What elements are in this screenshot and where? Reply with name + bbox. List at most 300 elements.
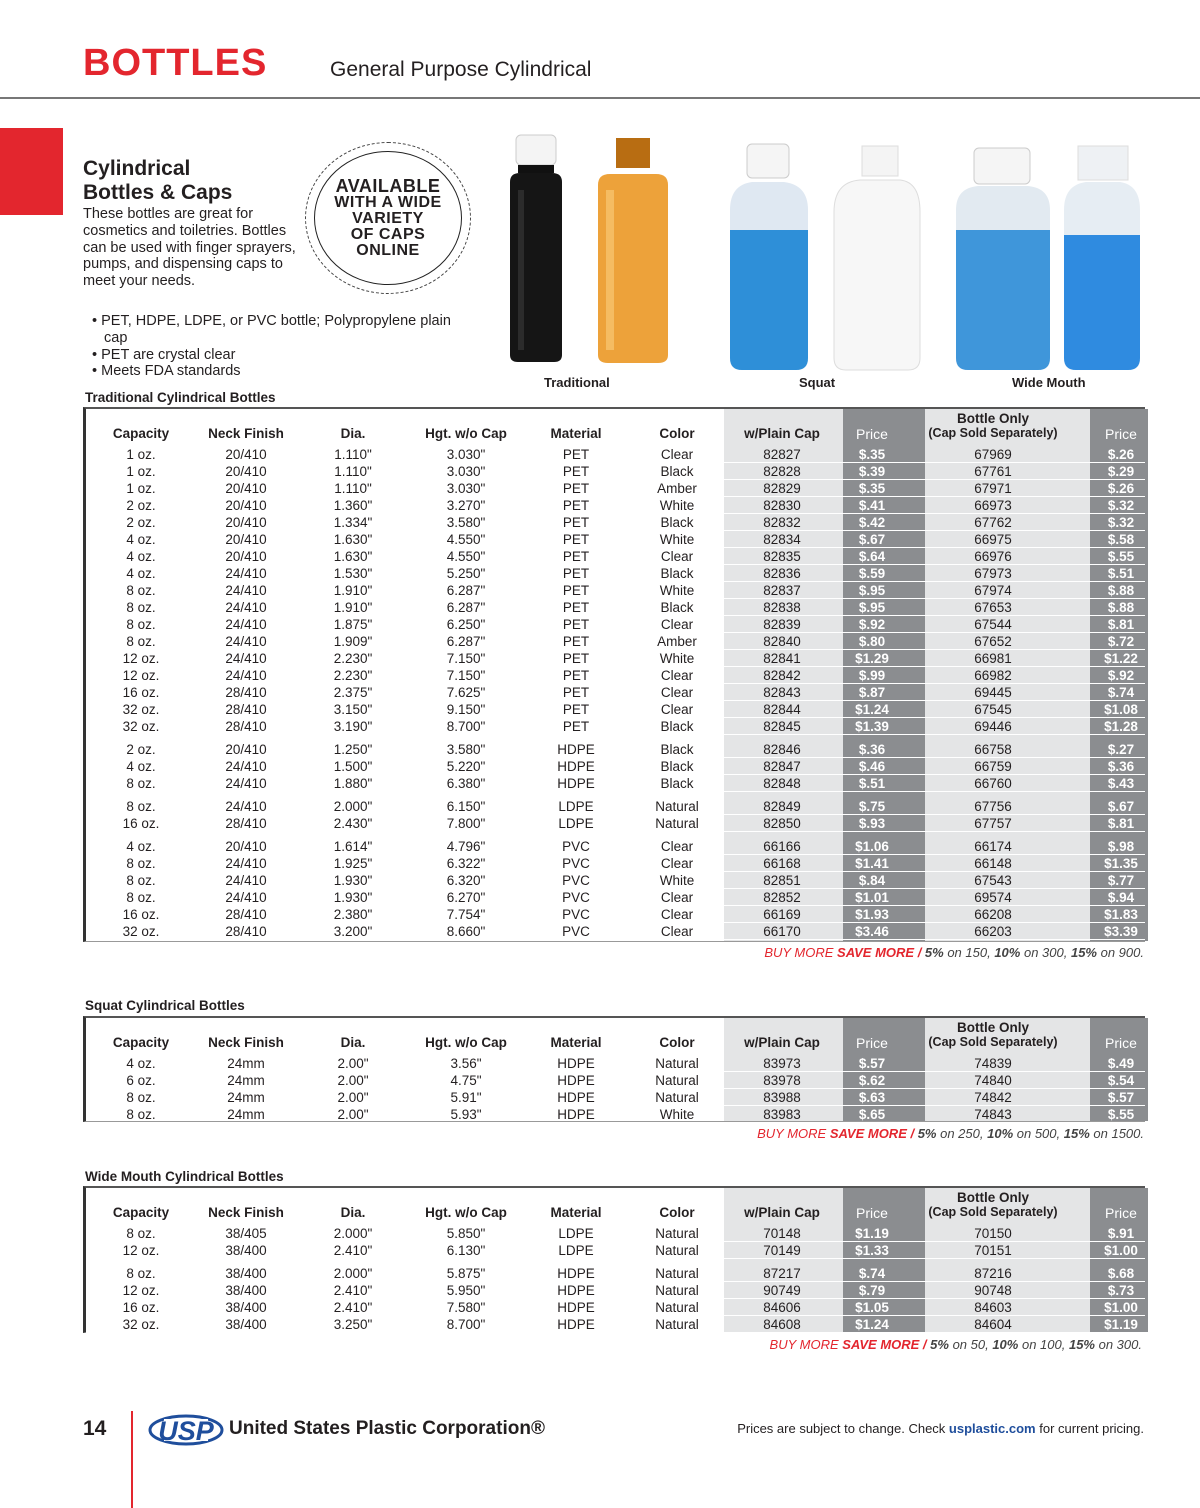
table-cell: Clear	[660, 839, 694, 854]
table-cell: 24/410	[225, 776, 267, 791]
badge-line: OF CAPS	[350, 226, 426, 243]
table-cell: $.67	[858, 532, 886, 547]
table-cell: 8 oz.	[126, 600, 156, 615]
table-cell: 66170	[763, 924, 801, 939]
table-cell: 24mm	[227, 1090, 265, 1105]
table-cell: 3.56"	[450, 1056, 482, 1071]
table-cell: Black	[660, 776, 694, 791]
table-cell: 3.200"	[333, 924, 373, 939]
table-cell: 3.190"	[333, 719, 373, 734]
table-cell: 24/410	[225, 617, 267, 632]
intro-title-line2: Bottles & Caps	[83, 181, 233, 204]
table-cell: 28/410	[225, 702, 267, 717]
table-cell: 87217	[763, 1266, 801, 1281]
photo-caption-traditional: Traditional	[544, 375, 610, 390]
table-cell: $.65	[858, 1107, 886, 1122]
badge-line: WITH A WIDE	[334, 194, 442, 211]
table-cell: 2.380"	[333, 907, 373, 922]
table-cell: 87216	[974, 1266, 1012, 1281]
col-bottle-only-header: Bottle Only (Cap Sold Separately)	[928, 1190, 1058, 1219]
table-cell: $.95	[858, 583, 886, 598]
col-plain-cap-header: w/Plain Cap	[744, 1205, 820, 1220]
table-cell: 3.030"	[446, 464, 486, 479]
wide-table-title: Wide Mouth Cylindrical Bottles	[85, 1169, 284, 1184]
table-cell: 8 oz.	[126, 799, 156, 814]
table-cell: Black	[660, 759, 694, 774]
col-height-header: Hgt. w/o Cap	[425, 426, 507, 441]
company-name: United States Plastic Corporation®	[229, 1418, 545, 1439]
table-row	[86, 497, 1145, 514]
table-cell: 20/410	[225, 464, 267, 479]
table-cell: 6.287"	[446, 583, 486, 598]
table-cell: 32 oz.	[122, 1317, 160, 1332]
table-cell: 1.110"	[334, 481, 372, 496]
table-cell: 8.700"	[446, 719, 486, 734]
col-neck-header: Neck Finish	[208, 1035, 284, 1050]
table-cell: 2.00"	[337, 1090, 369, 1105]
table-cell: 2.00"	[337, 1107, 369, 1122]
table-cell: 2.430"	[333, 816, 373, 831]
table-row	[86, 582, 1145, 599]
table-cell: 82849	[763, 799, 801, 814]
table-cell: 24/410	[225, 873, 267, 888]
table-cell: 1.930"	[333, 890, 373, 905]
table-cell: Clear	[660, 668, 694, 683]
table-cell: 6.320"	[446, 873, 486, 888]
table-cell: 2.230"	[333, 668, 373, 683]
table-cell: 6.150"	[446, 799, 486, 814]
table-cell: Natural	[655, 1073, 699, 1088]
table-cell: $1.01	[855, 890, 889, 905]
table-cell: 82842	[763, 668, 801, 683]
table-row	[86, 650, 1145, 667]
table-cell: $1.39	[855, 719, 889, 734]
table-cell: $.51	[858, 776, 886, 791]
table-cell: 12 oz.	[122, 1283, 160, 1298]
table-cell: 7.625"	[446, 685, 486, 700]
table-cell: 69446	[974, 719, 1012, 734]
table-cell: 82839	[763, 617, 801, 632]
table-cell: PET	[562, 583, 590, 598]
col-color-header: Color	[659, 1035, 695, 1050]
table-cell: 8 oz.	[126, 583, 156, 598]
table-cell: 67969	[974, 447, 1012, 462]
table-cell: 38/400	[225, 1283, 267, 1298]
col-dia-header: Dia.	[340, 426, 366, 441]
col-material-header: Material	[550, 1205, 602, 1220]
table-cell: $.55	[1107, 549, 1135, 564]
table-cell: HDPE	[557, 1090, 595, 1105]
col-bottle-only-header: Bottle Only (Cap Sold Separately)	[928, 411, 1058, 440]
table-cell: 5.93"	[450, 1107, 482, 1122]
table-cell: 67652	[974, 634, 1012, 649]
table-cell: $.98	[1107, 839, 1135, 854]
table-cell: 4 oz.	[126, 549, 156, 564]
table-cell: $1.83	[1104, 907, 1138, 922]
table-cell: $3.46	[855, 924, 889, 939]
table-cell: HDPE	[557, 1056, 595, 1071]
table-cell: 3.580"	[446, 515, 486, 530]
table-cell: 66982	[974, 668, 1012, 683]
table-cell: White	[659, 498, 695, 513]
table-cell: 66760	[974, 776, 1012, 791]
website-link[interactable]: usplastic.com	[948, 1421, 1036, 1436]
table-cell: $.57	[858, 1056, 886, 1071]
table-cell: 82848	[763, 776, 801, 791]
table-cell: HDPE	[557, 1266, 595, 1281]
table-cell: 67756	[974, 799, 1012, 814]
table-cell: 6.270"	[446, 890, 486, 905]
table-cell: 70149	[763, 1243, 801, 1258]
table-cell: Clear	[660, 447, 694, 462]
feature-item: • PET, HDPE, LDPE, or PVC bottle; Polypropylene plain cap	[92, 313, 472, 347]
table-cell: Black	[660, 719, 694, 734]
table-cell: 84604	[974, 1317, 1012, 1332]
table-row	[86, 1282, 1145, 1299]
table-cell: 8 oz.	[126, 890, 156, 905]
table-cell: 20/410	[225, 515, 267, 530]
table-cell: PVC	[562, 924, 590, 939]
col-color-header: Color	[659, 426, 695, 441]
table-cell: 20/410	[225, 532, 267, 547]
table-cell: 8 oz.	[126, 634, 156, 649]
table-cell: Natural	[655, 1243, 699, 1258]
table-cell: 1.880"	[333, 776, 373, 791]
table-cell: 67971	[974, 481, 1012, 496]
table-cell: Natural	[655, 1226, 699, 1241]
table-cell: 1.630"	[333, 549, 373, 564]
table-cell: HDPE	[557, 1300, 595, 1315]
table-cell: $.74	[1107, 685, 1135, 700]
table-cell: $.26	[1107, 481, 1135, 496]
table-cell: 67544	[974, 617, 1012, 632]
table-cell: 82838	[763, 600, 801, 615]
table-cell: 82829	[763, 481, 801, 496]
table-cell: White	[659, 873, 695, 888]
traditional-bottles-table	[83, 407, 1145, 942]
table-cell: 6.287"	[446, 634, 486, 649]
table-cell: 24/410	[225, 759, 267, 774]
table-cell: PVC	[562, 856, 590, 871]
table-cell: PET	[562, 634, 590, 649]
table-cell: 7.150"	[446, 651, 486, 666]
table-cell: $.26	[1107, 447, 1135, 462]
table-cell: $.88	[1107, 600, 1135, 615]
table-cell: HDPE	[557, 759, 595, 774]
table-row	[86, 548, 1145, 565]
table-cell: Natural	[655, 1300, 699, 1315]
table-cell: 83988	[763, 1090, 801, 1105]
table-cell: 4 oz.	[126, 566, 156, 581]
table-cell: 67757	[974, 816, 1012, 831]
badge-line: AVAILABLE	[335, 176, 441, 196]
table-cell: Natural	[655, 799, 699, 814]
page-subtitle: General Purpose Cylindrical	[330, 58, 592, 81]
table-cell: PET	[562, 532, 590, 547]
table-cell: 82834	[763, 532, 801, 547]
table-cell: 2.230"	[333, 651, 373, 666]
traditional-bottles-photo	[498, 130, 678, 375]
table-cell: $.32	[1107, 515, 1135, 530]
table-cell: 74842	[974, 1090, 1012, 1105]
table-cell: 16 oz.	[122, 1300, 160, 1315]
table-cell: $1.05	[855, 1300, 889, 1315]
table-cell: 66975	[974, 532, 1012, 547]
table-cell: 82827	[763, 447, 801, 462]
table-cell: Amber	[657, 634, 697, 649]
table-cell: 24/410	[225, 651, 267, 666]
table-cell: 8 oz.	[126, 776, 156, 791]
col-material-header: Material	[550, 1035, 602, 1050]
table-cell: White	[659, 583, 695, 598]
table-cell: 4 oz.	[126, 839, 156, 854]
table-cell: $.63	[858, 1090, 886, 1105]
table-cell: 3.030"	[446, 447, 486, 462]
table-cell: LDPE	[558, 1243, 594, 1258]
table-cell: PVC	[562, 873, 590, 888]
table-cell: 24/410	[225, 566, 267, 581]
table-row	[86, 1089, 1145, 1106]
table-cell: 69445	[974, 685, 1012, 700]
table-cell: 20/410	[225, 839, 267, 854]
table-cell: 8 oz.	[126, 1090, 156, 1105]
table-cell: 1.500"	[333, 759, 373, 774]
table-cell: Amber	[657, 481, 697, 496]
col-price-header: Price	[856, 426, 888, 442]
table-row	[86, 633, 1145, 650]
table-cell: 82845	[763, 719, 801, 734]
table-cell: 16 oz.	[122, 685, 160, 700]
table-cell: $.27	[1107, 742, 1135, 757]
table-cell: 38/405	[225, 1226, 267, 1241]
table-cell: $.29	[1107, 464, 1135, 479]
table-cell: $.62	[858, 1073, 886, 1088]
table-cell: 20/410	[225, 742, 267, 757]
col-height-header: Hgt. w/o Cap	[425, 1035, 507, 1050]
table-cell: $.35	[858, 481, 886, 496]
table-cell: $.72	[1107, 634, 1135, 649]
table-cell: $.49	[1107, 1056, 1135, 1071]
col-price-header: Price	[856, 1205, 888, 1221]
table-cell: 66166	[763, 839, 801, 854]
table-row	[86, 1106, 1145, 1123]
table-cell: $1.33	[855, 1243, 889, 1258]
table-cell: PVC	[562, 839, 590, 854]
intro-title	[83, 157, 232, 205]
table-cell: 1 oz.	[126, 464, 156, 479]
table-cell: 6.130"	[446, 1243, 486, 1258]
table-cell: 82847	[763, 759, 801, 774]
table-cell: 3.270"	[446, 498, 486, 513]
col-plain-cap-header: w/Plain Cap	[744, 426, 820, 441]
table-cell: PET	[562, 481, 590, 496]
table-cell: 66203	[974, 924, 1012, 939]
table-row	[86, 906, 1145, 923]
table-cell: $1.24	[855, 1317, 889, 1332]
pricing-note: Prices are subject to change. Check usplastic.com for current pricing.	[737, 1421, 1144, 1436]
table-cell: $.41	[858, 498, 886, 513]
table-row	[86, 1055, 1145, 1072]
table-cell: Clear	[660, 617, 694, 632]
table-cell: 2.410"	[333, 1300, 373, 1315]
footer-divider	[131, 1411, 133, 1508]
table-cell: 3.580"	[446, 742, 486, 757]
table-cell: 90748	[974, 1283, 1012, 1298]
table-cell: $.80	[858, 634, 886, 649]
table-cell: Black	[660, 742, 694, 757]
table-cell: 66973	[974, 498, 1012, 513]
table-cell: 20/410	[225, 498, 267, 513]
table-cell: White	[659, 532, 695, 547]
table-cell: 16 oz.	[122, 907, 160, 922]
col-bottle-only-header: Bottle Only (Cap Sold Separately)	[928, 1020, 1058, 1049]
table-cell: 82852	[763, 890, 801, 905]
col-price-header: Price	[1105, 426, 1137, 442]
table-cell: 4 oz.	[126, 759, 156, 774]
table-cell: 3.150"	[333, 702, 373, 717]
table-row	[86, 1225, 1145, 1242]
table-cell: 8 oz.	[126, 873, 156, 888]
table-cell: 1.614"	[333, 839, 373, 854]
table-cell: 8.700"	[446, 1317, 486, 1332]
volume-discount-note: BUY MORE SAVE MORE / 5% on 250, 10% on 500, 15% on 1500.	[757, 1126, 1144, 1141]
table-cell: 28/410	[225, 719, 267, 734]
table-cell: 20/410	[225, 481, 267, 496]
logo-text: USP	[158, 1416, 214, 1446]
table-cell: 24mm	[227, 1073, 265, 1088]
table-cell: $.57	[1107, 1090, 1135, 1105]
table-row	[86, 514, 1145, 531]
table-cell: $1.24	[855, 702, 889, 717]
page-number: 14	[83, 1417, 107, 1440]
table-cell: $.93	[858, 816, 886, 831]
table-cell: 20/410	[225, 549, 267, 564]
table-cell: White	[659, 1107, 695, 1122]
table-cell: PET	[562, 600, 590, 615]
table-cell: 24/410	[225, 583, 267, 598]
table-cell: 38/400	[225, 1243, 267, 1258]
table-cell: 70151	[974, 1243, 1012, 1258]
table-cell: 8 oz.	[126, 1107, 156, 1122]
table-cell: PET	[562, 668, 590, 683]
table-cell: $.92	[1107, 668, 1135, 683]
table-cell: 24/410	[225, 890, 267, 905]
table-cell: Black	[660, 566, 694, 581]
table-cell: $.68	[1107, 1266, 1135, 1281]
table-cell: 12 oz.	[122, 651, 160, 666]
table-cell: 5.850"	[446, 1226, 486, 1241]
table-cell: $.39	[858, 464, 886, 479]
table-cell: 90749	[763, 1283, 801, 1298]
table-cell: 38/400	[225, 1300, 267, 1315]
table-cell: 2.375"	[333, 685, 373, 700]
table-row	[86, 798, 1145, 815]
col-color-header: Color	[659, 1205, 695, 1220]
table-cell: $.74	[858, 1266, 886, 1281]
table-cell: 8.660"	[446, 924, 486, 939]
table-cell: 82851	[763, 873, 801, 888]
table-cell: 2.000"	[333, 1226, 373, 1241]
table-cell: 2.000"	[333, 799, 373, 814]
col-dia-header: Dia.	[340, 1035, 366, 1050]
table-cell: $.36	[1107, 759, 1135, 774]
wide-mouth-bottles-table	[83, 1186, 1145, 1333]
table-row	[86, 701, 1145, 718]
volume-discount-note: BUY MORE SAVE MORE / 5% on 150, 10% on 300, 15% on 900.	[764, 945, 1144, 960]
table-cell: Clear	[660, 856, 694, 871]
table-cell: Natural	[655, 1283, 699, 1298]
table-cell: 66174	[974, 839, 1012, 854]
table-cell: 38/400	[225, 1266, 267, 1281]
table-cell: 82830	[763, 498, 801, 513]
table-cell: $.43	[1107, 776, 1135, 791]
table-cell: 2 oz.	[126, 498, 156, 513]
table-cell: Black	[660, 515, 694, 530]
table-cell: 4.550"	[446, 532, 486, 547]
table-row	[86, 1299, 1145, 1316]
table-cell: 4.796"	[446, 839, 486, 854]
table-cell: $1.08	[1104, 702, 1138, 717]
table-row	[86, 741, 1145, 758]
table-cell: $.36	[858, 742, 886, 757]
table-cell: 66208	[974, 907, 1012, 922]
col-neck-header: Neck Finish	[208, 1205, 284, 1220]
table-cell: 1 oz.	[126, 447, 156, 462]
table-cell: 74843	[974, 1107, 1012, 1122]
table-cell: 7.580"	[446, 1300, 486, 1315]
table-row	[86, 923, 1145, 940]
table-cell: 74840	[974, 1073, 1012, 1088]
table-cell: 8 oz.	[126, 1226, 156, 1241]
table-cell: 1.910"	[333, 600, 373, 615]
table-cell: $1.06	[855, 839, 889, 854]
table-cell: 28/410	[225, 816, 267, 831]
table-cell: 84608	[763, 1317, 801, 1332]
table-cell: $1.29	[855, 651, 889, 666]
table-cell: $.92	[858, 617, 886, 632]
section-tab-marker	[0, 128, 63, 215]
table-cell: $3.39	[1104, 924, 1138, 939]
table-cell: LDPE	[558, 816, 594, 831]
table-cell: 28/410	[225, 907, 267, 922]
table-cell: 32 oz.	[122, 924, 160, 939]
table-cell: $.58	[1107, 532, 1135, 547]
table-cell: 1.875"	[333, 617, 373, 632]
table-cell: 24mm	[227, 1107, 265, 1122]
table-cell: 2.410"	[333, 1283, 373, 1298]
table-cell: 82837	[763, 583, 801, 598]
table-cell: $1.35	[1104, 856, 1138, 871]
table-cell: 12 oz.	[122, 1243, 160, 1258]
table-cell: 69574	[974, 890, 1012, 905]
table-cell: 2 oz.	[126, 515, 156, 530]
traditional-table-title: Traditional Cylindrical Bottles	[85, 390, 276, 405]
table-cell: 3.250"	[333, 1317, 373, 1332]
table-cell: 1.925"	[333, 856, 373, 871]
table-cell: 67973	[974, 566, 1012, 581]
table-cell: White	[659, 651, 695, 666]
table-cell: HDPE	[557, 742, 595, 757]
table-cell: 82840	[763, 634, 801, 649]
table-cell: LDPE	[558, 1226, 594, 1241]
table-cell: PET	[562, 719, 590, 734]
table-cell: 8 oz.	[126, 1266, 156, 1281]
table-cell: 8 oz.	[126, 617, 156, 632]
table-cell: PET	[562, 685, 590, 700]
table-cell: 24/410	[225, 856, 267, 871]
table-cell: $1.22	[1104, 651, 1138, 666]
table-cell: 1.334"	[333, 515, 373, 530]
